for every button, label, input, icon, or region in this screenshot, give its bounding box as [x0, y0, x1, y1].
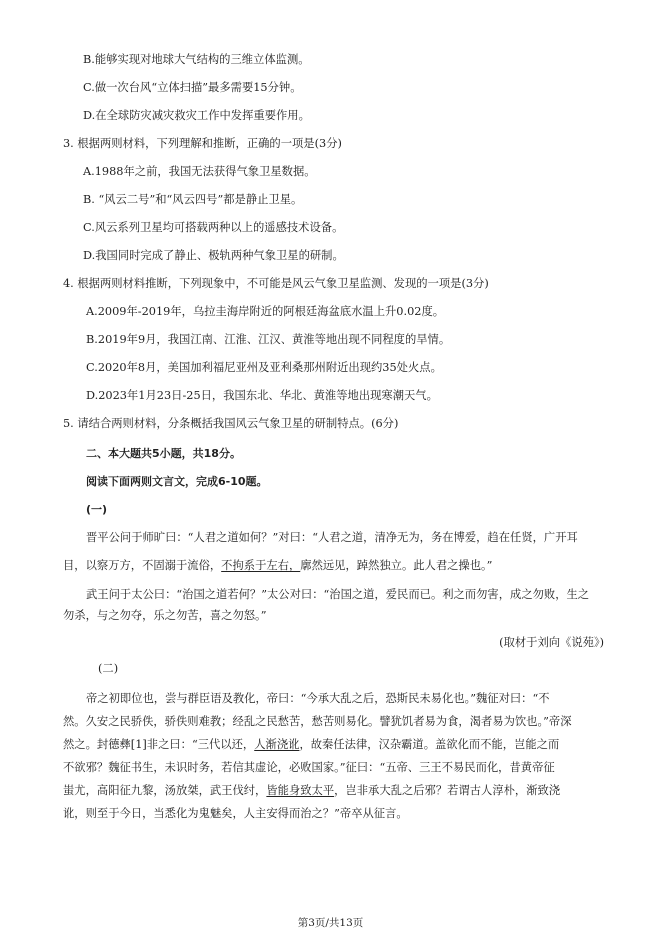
q4-option-b: B.2019年9月，我国江南、江淮、江汉、黄淮等地出现不同程度的旱情。 — [86, 333, 451, 346]
passage-2-line-2: 勿杀，与之勿夺，乐之勿苦，喜之勿怒。” — [63, 609, 267, 622]
q5-stem: 5. 请结合两则材料，分条概括我国风云气象卫星的研制特点。(6分) — [63, 417, 399, 430]
passage-3-line-2: 然。久安之民骄佚，骄佚则难教；经乱之民愁苦，愁苦则易化。譬犹饥者易为食，渴者易为饮也。”帝深 — [63, 715, 572, 728]
page-footer: 第3页/共13页 — [297, 917, 364, 929]
underlined-phrase: 人渐浇讹 — [254, 738, 300, 751]
underlined-phrase: 皆能身致太平 — [266, 784, 335, 797]
passage-1-text: 目，以察万方，不固溺于流俗， — [63, 559, 222, 572]
q3-option-d: D.我国同时完成了静止、极轨两种气象卫星的研制。 — [83, 249, 344, 262]
q4-option-a: A.2009年-2019年，乌拉圭海岸附近的阿根廷海盆底水温上升0.02度。 — [86, 305, 445, 318]
underlined-phrase: 不拘系于左右， — [221, 559, 301, 572]
passage-1-text-end: 廓然远见，踔然独立。此人君之操也。” — [300, 559, 493, 572]
passage-1-label: (一) — [86, 503, 108, 516]
passage-3-line-4: 不欲邪？魏征书生，未识时务，若信其虚论，必败国家。”征曰：“五帝、三王不易民而化，昔黄帝征 — [63, 761, 555, 774]
passage-1-line-2 — [63, 559, 492, 573]
passage-3-label: (二) — [98, 662, 119, 675]
q4-stem: 4. 根据两则材料推断，下列现象中，不可能是风云气象卫星监测、发现的一项是(3分) — [63, 277, 489, 290]
passage-3-text: 蚩尤，高阳征九黎，汤放桀，武王伐纣， — [63, 784, 267, 797]
q4-option-d: D.2023年1月23日-25日，我国东北、华北、黄淮等地出现寒潮天气。 — [86, 389, 438, 402]
passage-3-text: ，岂非承大乱之后邪？若谓古人淳朴，渐致浇 — [334, 784, 561, 797]
passage-2-line-1: 武王问于太公曰：“治国之道若何？”太公对曰：“治国之道，爱民而已。利之而勿害，成之勿败，生之 — [86, 588, 590, 601]
section-intro: 阅读下面两则文言文，完成6-10题。 — [86, 475, 268, 488]
passage-3-text: 然之。封德彝[1]非之曰：“三代以还， — [63, 738, 255, 751]
q2-option-c: C.做一次台风“立体扫描”最多需要15分钟。 — [83, 81, 302, 94]
passage-3-line-1: 帝之初即位也，尝与群臣语及教化，帝曰：“今承大乱之后，恐斯民未易化也。”魏征对曰：“不 — [86, 692, 550, 705]
passage-3-text: ，故秦任法律，汉杂霸道。盖欲化而不能，岂能之而 — [299, 738, 560, 751]
passage-1-line-1: 晋平公问于师旷曰：“人君之道如何？”对曰：“人君之道，清净无为，务在博爱，趋在任贤，广开耳 — [86, 531, 578, 544]
q4-option-c: C.2020年8月，美国加利福尼亚州及亚利桑那州附近出现约35处火点。 — [86, 361, 442, 374]
passage-3-line-3 — [63, 738, 559, 752]
q3-option-c: C.风云系列卫星均可搭载两种以上的遥感技术设备。 — [83, 221, 344, 234]
passage-3-line-5 — [63, 784, 560, 798]
q2-option-b: B.能够实现对地球大气结构的三维立体监测。 — [83, 53, 310, 66]
q3-stem: 3. 根据两则材料，下列理解和推断，正确的一项是(3分) — [63, 137, 342, 150]
q2-option-d: D.在全球防灾减灾救灾工作中发挥重要作用。 — [83, 109, 310, 122]
citation: (取材于刘向《说苑》) — [499, 636, 604, 649]
q3-option-b: B. “风云二号”和“风云四号”都是静止卫星。 — [83, 193, 303, 206]
section-heading: 二、本大题共5小题，共18分。 — [86, 447, 241, 460]
q3-option-a: A.1988年之前，我国无法获得气象卫星数据。 — [83, 165, 316, 178]
passage-3-line-6: 讹，则至于今日，当悉化为鬼魅矣，人主安得而治之？”帝卒从征言。 — [63, 807, 408, 820]
